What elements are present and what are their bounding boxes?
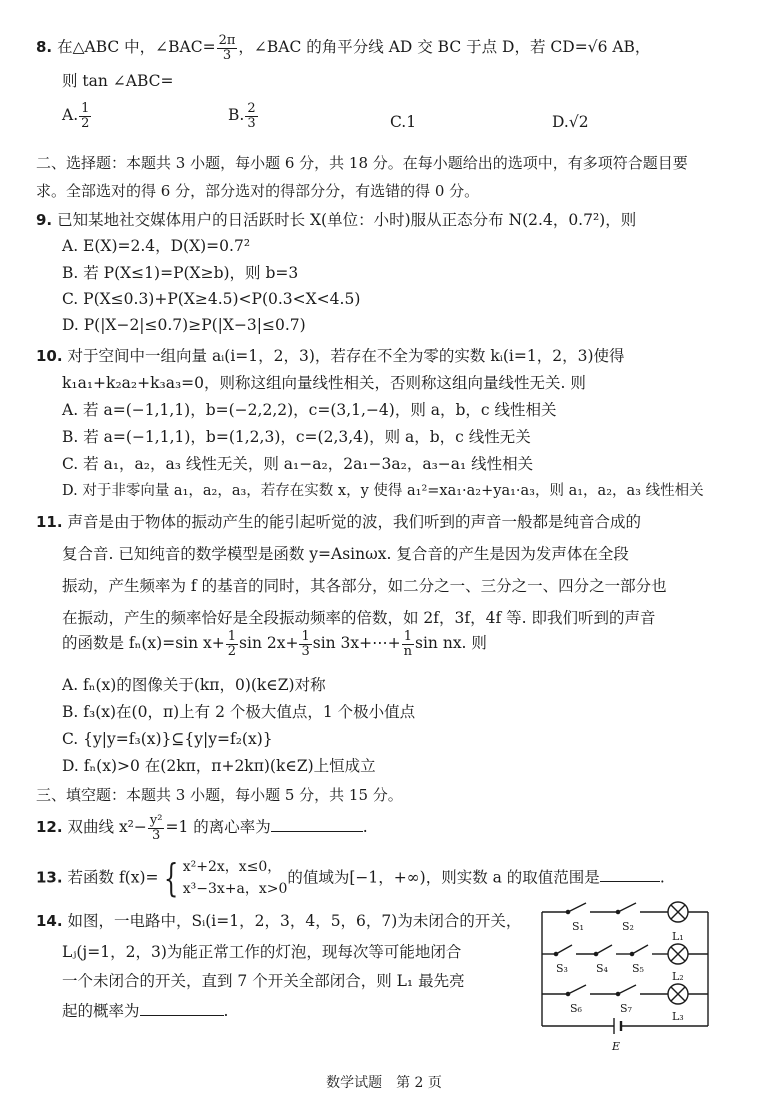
q11-f2: 2 <box>227 643 237 659</box>
q8-option-a-label: A. <box>62 106 79 125</box>
switch-s7-blade <box>618 985 636 994</box>
q8-angle-fraction <box>217 34 238 62</box>
q8-option-d <box>552 113 589 132</box>
q11-line3: 振动，产生频率为 f 的基音的同时，其各部分，如二分之一、三分之一、四分之一部分也 <box>62 577 667 595</box>
q10-option-a: A. 若 a=(−1,1,1)，b=(−2,2,2)，c=(3,1,−4)，则 a，b，c 线性相关 <box>62 401 557 419</box>
q11-line1-text: 声音是由于物体的振动产生的能引起听觉的波，我们听到的声音一般都是纯音合成的 <box>67 513 642 531</box>
q10-stem-line2: k₁a₁+k₂a₂+k₃a₃=0，则称这组向量线性相关，否则称这组向量线性无关. 则 <box>62 374 586 392</box>
q8-stem-line1 <box>36 34 650 62</box>
q11-option-a: A. fₙ(x)的图像关于(kπ，0)(k∈Z)对称 <box>62 676 326 694</box>
q14-answer-blank[interactable] <box>140 1001 224 1016</box>
q12-den: 3 <box>152 827 161 843</box>
q8-option-b-num: 2 <box>247 101 256 116</box>
label-e: E <box>612 1040 621 1053</box>
q11-option-c: C. {y|y=f₃(x)}⊆{y|y=f₂(x)} <box>62 730 273 748</box>
q14-number: 14. <box>36 912 63 930</box>
q8-option-d-text: √2 <box>568 113 589 131</box>
q10-stem-line1 <box>36 347 625 366</box>
q11-formula-a: 的函数是 fₙ(x)=sin x+ <box>62 634 225 653</box>
label-l1: L₁ <box>672 930 684 943</box>
q13-number: 13. <box>36 868 63 887</box>
label-s7: S₇ <box>620 1002 632 1015</box>
q14-line1 <box>36 912 521 931</box>
q9-option-c: C. P(X≤0.3)+P(X≥4.5)<P(0.3<X<4.5) <box>62 290 361 308</box>
q12-text-a: 双曲线 x²− <box>67 818 147 837</box>
q12-fraction <box>148 814 165 842</box>
switch-s3-blade <box>556 945 572 954</box>
q8-stem-line2: 则 tan ∠ABC= <box>62 72 174 90</box>
q10-number: 10. <box>36 347 63 365</box>
q8-stem-b: ，∠BAC 的角平分线 AD 交 BC 于点 D，若 CD=√6 AB， <box>238 38 651 57</box>
q8-option-b-fraction <box>245 102 257 130</box>
q13-text-b: 的值域为[−1，+∞)，则实数 a 的取值范围是 <box>287 868 600 887</box>
q11-formula-d: sin nx. 则 <box>415 634 487 653</box>
q14-line1-text: 如图，一电路中，Sᵢ(i=1，2，3，4，5，6，7)为未闭合的开关， <box>67 912 522 930</box>
label-s4: S₄ <box>596 962 608 975</box>
q13-left-brace: { <box>163 856 178 901</box>
switch-s4-blade <box>596 945 612 954</box>
q14-line4 <box>62 1001 228 1021</box>
q8-option-c-label: C. <box>390 113 407 131</box>
q8-angle-num: 2π <box>218 33 236 48</box>
q12-number: 12. <box>36 818 63 837</box>
q9-option-a: A. E(X)=2.4，D(X)=0.7² <box>62 237 251 255</box>
q11-frac-n <box>402 630 414 658</box>
q10-option-d: D. 对于非零向量 a₁，a₂，a₃，若存在实数 x，y 使得 a₁²=xa₁·a₂+ya₁·a₃，则 a₁，a₂，a₃ 线性相关 <box>62 483 704 499</box>
q12-stem <box>36 814 368 842</box>
label-s6: S₆ <box>570 1002 582 1015</box>
q11-formula <box>62 630 487 658</box>
q13-stem <box>36 856 665 901</box>
q11-f3: 1 <box>301 629 310 644</box>
q13-case1: x²+2x，x≤0， <box>182 859 282 875</box>
q11-frac-third <box>299 630 311 658</box>
q14-last-text: 起的概率为 <box>62 1002 140 1020</box>
q8-option-c-text: 1 <box>406 113 417 131</box>
q8-option-a-fraction <box>79 102 91 130</box>
q8-option-a-den: 2 <box>81 115 90 131</box>
q10-option-c: C. 若 a₁，a₂，a₃ 线性无关，则 a₁−a₂，2a₁−3a₂，a₃−a₁ 线性相关 <box>62 455 534 473</box>
q9-stem <box>36 211 636 230</box>
label-s1: S₁ <box>572 920 584 933</box>
q8-option-d-label: D. <box>552 113 569 131</box>
q8-option-a-num: 1 <box>81 101 90 116</box>
switch-s5-blade <box>632 945 648 954</box>
q8-angle-den: 3 <box>222 47 232 63</box>
q8-number: 8. <box>36 38 53 57</box>
label-s2: S₂ <box>622 920 634 933</box>
switch-s6-blade <box>568 985 586 994</box>
q12-answer-blank[interactable] <box>271 817 363 832</box>
q11-number: 11. <box>36 513 63 531</box>
q8-option-b-den: 3 <box>247 115 256 131</box>
q8-stem-a: 在△ABC 中，∠BAC= <box>57 38 216 57</box>
q11-option-b: B. f₃(x)在(0，π)上有 2 个极大值点，1 个极小值点 <box>62 703 416 721</box>
q11-f6: n <box>403 643 413 659</box>
q9-option-d: D. P(|X−2|≤0.7)≥P(|X−3|≤0.7) <box>62 316 306 334</box>
q8-option-b-label: B. <box>228 106 245 125</box>
label-l2: L₂ <box>672 970 684 983</box>
q11-f5: 1 <box>402 630 414 645</box>
label-s3: S₃ <box>556 962 568 975</box>
q11-formula-c: sin 3x+⋯+ <box>312 634 401 653</box>
q14-line3: 一个未闭合的开关，直到 7 个开关全部闭合，则 L₁ 最先亮 <box>62 972 465 990</box>
q12-text-b: =1 的离心率为 <box>165 818 271 837</box>
q9-number: 9. <box>36 211 53 229</box>
q11-option-d: D. fₙ(x)>0 在(2kπ，π+2kπ)(k∈Z)上恒成立 <box>62 757 376 775</box>
q11-f4: 3 <box>301 643 310 659</box>
q11-formula-b: sin 2x+ <box>239 634 299 653</box>
q13-case2: x³−3x+a，x>0 <box>182 881 288 898</box>
label-l3: L₃ <box>672 1010 684 1023</box>
q8-option-b <box>228 102 259 130</box>
switch-s2-blade <box>618 903 636 912</box>
section2-line1: 二、选择题：本题共 3 小题，每小题 6 分，共 18 分。在每小题给出的选项中，有多项符合题目要 <box>36 154 688 172</box>
q8-option-c <box>390 113 416 132</box>
q11-line1 <box>36 513 641 532</box>
q13-answer-blank[interactable] <box>600 867 660 882</box>
q9-stem-text: 已知某地社交媒体用户的日活跃时长 X(单位：小时)服从正态分布 N(2.4，0.7²)，则 <box>57 211 637 229</box>
q12-num: y² <box>149 813 163 828</box>
q14-line2: Lⱼ(j=1，2，3)为能正常工作的灯泡，现每次等可能地闭合 <box>62 943 462 961</box>
q14-end: . <box>223 1002 229 1020</box>
page-footer: 数学试题 第 2 页 <box>326 1075 442 1091</box>
q12-end: . <box>362 818 368 837</box>
q10-stem1: 对于空间中一组向量 aᵢ(i=1，2，3)，若存在不全为零的实数 kᵢ(i=1，2，3)使得 <box>67 347 625 365</box>
q13-text-a: 若函数 f(x)= <box>67 868 159 887</box>
switch-s1-blade <box>568 903 586 912</box>
q13-cases <box>183 856 288 901</box>
circuit-diagram <box>528 898 730 1060</box>
q9-option-b: B. 若 P(X≤1)=P(X≥b)，则 b=3 <box>62 264 299 282</box>
label-s5: S₅ <box>632 962 644 975</box>
q10-option-b: B. 若 a=(−1,1,1)，b=(1,2,3)，c=(2,3,4)，则 a，b，c 线性无关 <box>62 428 531 446</box>
section2-line2: 求。全部选对的得 6 分，部分选对的得部分分，有选错的得 0 分。 <box>36 182 480 200</box>
q11-f1: 1 <box>227 629 237 644</box>
q11-frac-half <box>226 630 238 658</box>
q11-line4: 在振动，产生的频率恰好是全段振动频率的倍数，如 2f，3f，4f 等. 即我们听到的声音 <box>62 609 656 627</box>
section3-line: 三、填空题：本题共 3 小题，每小题 5 分，共 15 分。 <box>36 786 403 804</box>
q8-option-a <box>62 102 92 130</box>
q11-line2: 复合音. 已知纯音的数学模型是函数 y=Asinωx. 复合音的产生是因为发声体在全段 <box>62 545 629 563</box>
q13-end: . <box>659 868 665 887</box>
